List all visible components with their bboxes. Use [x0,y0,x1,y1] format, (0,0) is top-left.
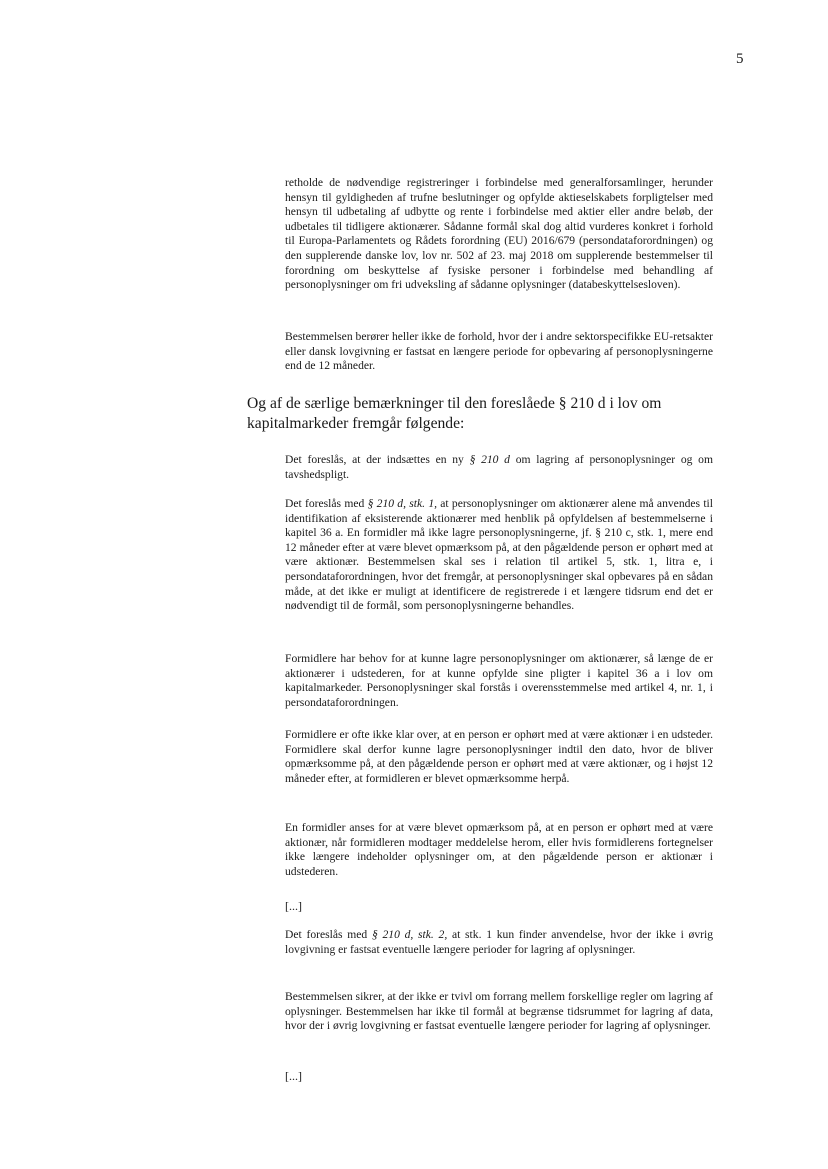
section-heading: Og af de særlige bemærkninger til den foreslåede § 210 d i lov om kapitalmarkeder fremgår følgende: [247,395,662,432]
quote1-paragraph-2: Bestemmelsen berører heller ikke de forhold, hvor der i andre sektorspecifikke EU-retsakter eller dansk lovgivning er fastsat en længere periode for opbevaring af personoplysningerne end de 12 måneder. [285,330,713,373]
quote2-p5-text: En formidler anses for at være blevet opmærksom på, at en person er ophørt med at være aktionær, når formidleren modtager meddelelse herom, eller hvis formidlerens fortegnelser ikke længere indeholder oplysninger om, at den pågældende person er aktionær i udstederen. [285,821,713,878]
quote1-paragraph-1: retholde de nødvendige registreringer i forbindelse med generalforsamlinger, herunder hensyn til gyldigheden af trufne beslutninger og opfylde aktieselskabets forpligtelser med hensyn til udbetaling af udbytte og rente i forbindelse med aktier eller andre beløb, der udbetales til tidligere aktionærer. Sådanne formål skal dog altid vurderes konkret i forhold til Europa-Parlamentets og Rådets forordning (EU) 2016/679 (persondataforordningen) og den supplerende danske lov, lov nr. 502 af 23. maj 2018 om supplerende bestemmelser til forordning om beskyttelse af fysiske personer i forbindelse med behandling af personoplysninger om fri udveksling af sådanne oplysninger (databeskyttelsesloven). [285,176,713,292]
quote2-p1-reference: § 210 d [469,453,510,466]
quote2-p7-text: Bestemmelsen sikrer, at der ikke er tvivl om forrang mellem forskellige regler om lagring af oplysninger. Bestemmelsen har ikke til formål at begrænse tidsrummet for lagring af data, hvor der i øvrig lovgivning er fastsat eventuelle længere perioder for lagring af oplysninger. [285,990,713,1033]
quote2-paragraph-6 [285,928,713,957]
quote2-p2-text-after: at personoplysninger om aktionærer alene må anvendes til identifikation af eksisterende aktionærer med henblik på opfyldelsen af bestemmelserne i kapitel 36 a. En formidler må ikke lagre personoplysningerne, jf. § 210 c, stk. 1, mere end 12 måneder efter at være blevet opmærksom på, at den pågældende person er ophørt med at være aktionær. Bestemmelsen skal ses i relation til artikel 5, stk. 1, litra e, i persondataforordningen, hvor det fremgår, at personoplysninger skal opbevares på en sådan måde, at det ikke er muligt at identificere de registrerede i et længere tidsrum end det er nødvendigt til de formål, som personoplysningerne behandles. [285,497,714,613]
ellipsis-2: [...] [285,1069,302,1083]
ellipsis-1: [...] [285,899,302,913]
quote2-paragraph-5 [285,821,713,879]
quote2-p4-text: Formidlere er ofte ikke klar over, at en person er ophørt med at være aktionær i en udsteder. Formidlere skal derfor kunne lagre personoplysninger indtil den dato, hvor de bliver opmærksomme på, at den pågældende person er ophørt med at være aktionær, og i højst 12 måneder efter, at formidleren er blevet opmærksomme herpå. [285,728,713,785]
quote2-p6-reference: § 210 d, stk. 2, [371,928,448,941]
quote-block-1-p2 [285,330,713,374]
quote2-p2-text-before: Det foreslås med [285,497,368,510]
quote2-p1-text-after: om lagring af personoplysninger og om tavshedspligt. [285,453,713,481]
quote2-p3-text: Formidlere har behov for at kunne lagre personoplysninger om aktionærer, så længe de er aktionærer i udstederen, for at kunne opfylde sine pligter i kapitel 36 a i lov om kapitalmarkeder. Personoplysninger skal forstås i overensstemmelse med artikel 4, nr. 1, i persondataforordningen. [285,652,713,709]
quote2-paragraph-1 [285,453,713,482]
page-number: 5 [736,51,744,67]
quote2-paragraph-7 [285,990,713,1034]
quote-block-1 [285,176,713,293]
quote2-p6-text-after: at stk. 1 kun finder anvendelse, hvor der ikke i øvrig lovgivning er fastsat eventuelle længere perioder for lagring af oplysninger. [285,928,713,956]
quote2-paragraph-3 [285,652,713,710]
quote2-p2-reference: § 210 d, stk. 1, [367,497,438,510]
quote2-p6-text-before: Det foreslås med [285,928,372,941]
quote2-p1-text-before: Det foreslås, at der indsættes en ny [285,453,470,466]
quote2-paragraph-2 [285,497,713,614]
quote2-paragraph-4 [285,728,713,786]
